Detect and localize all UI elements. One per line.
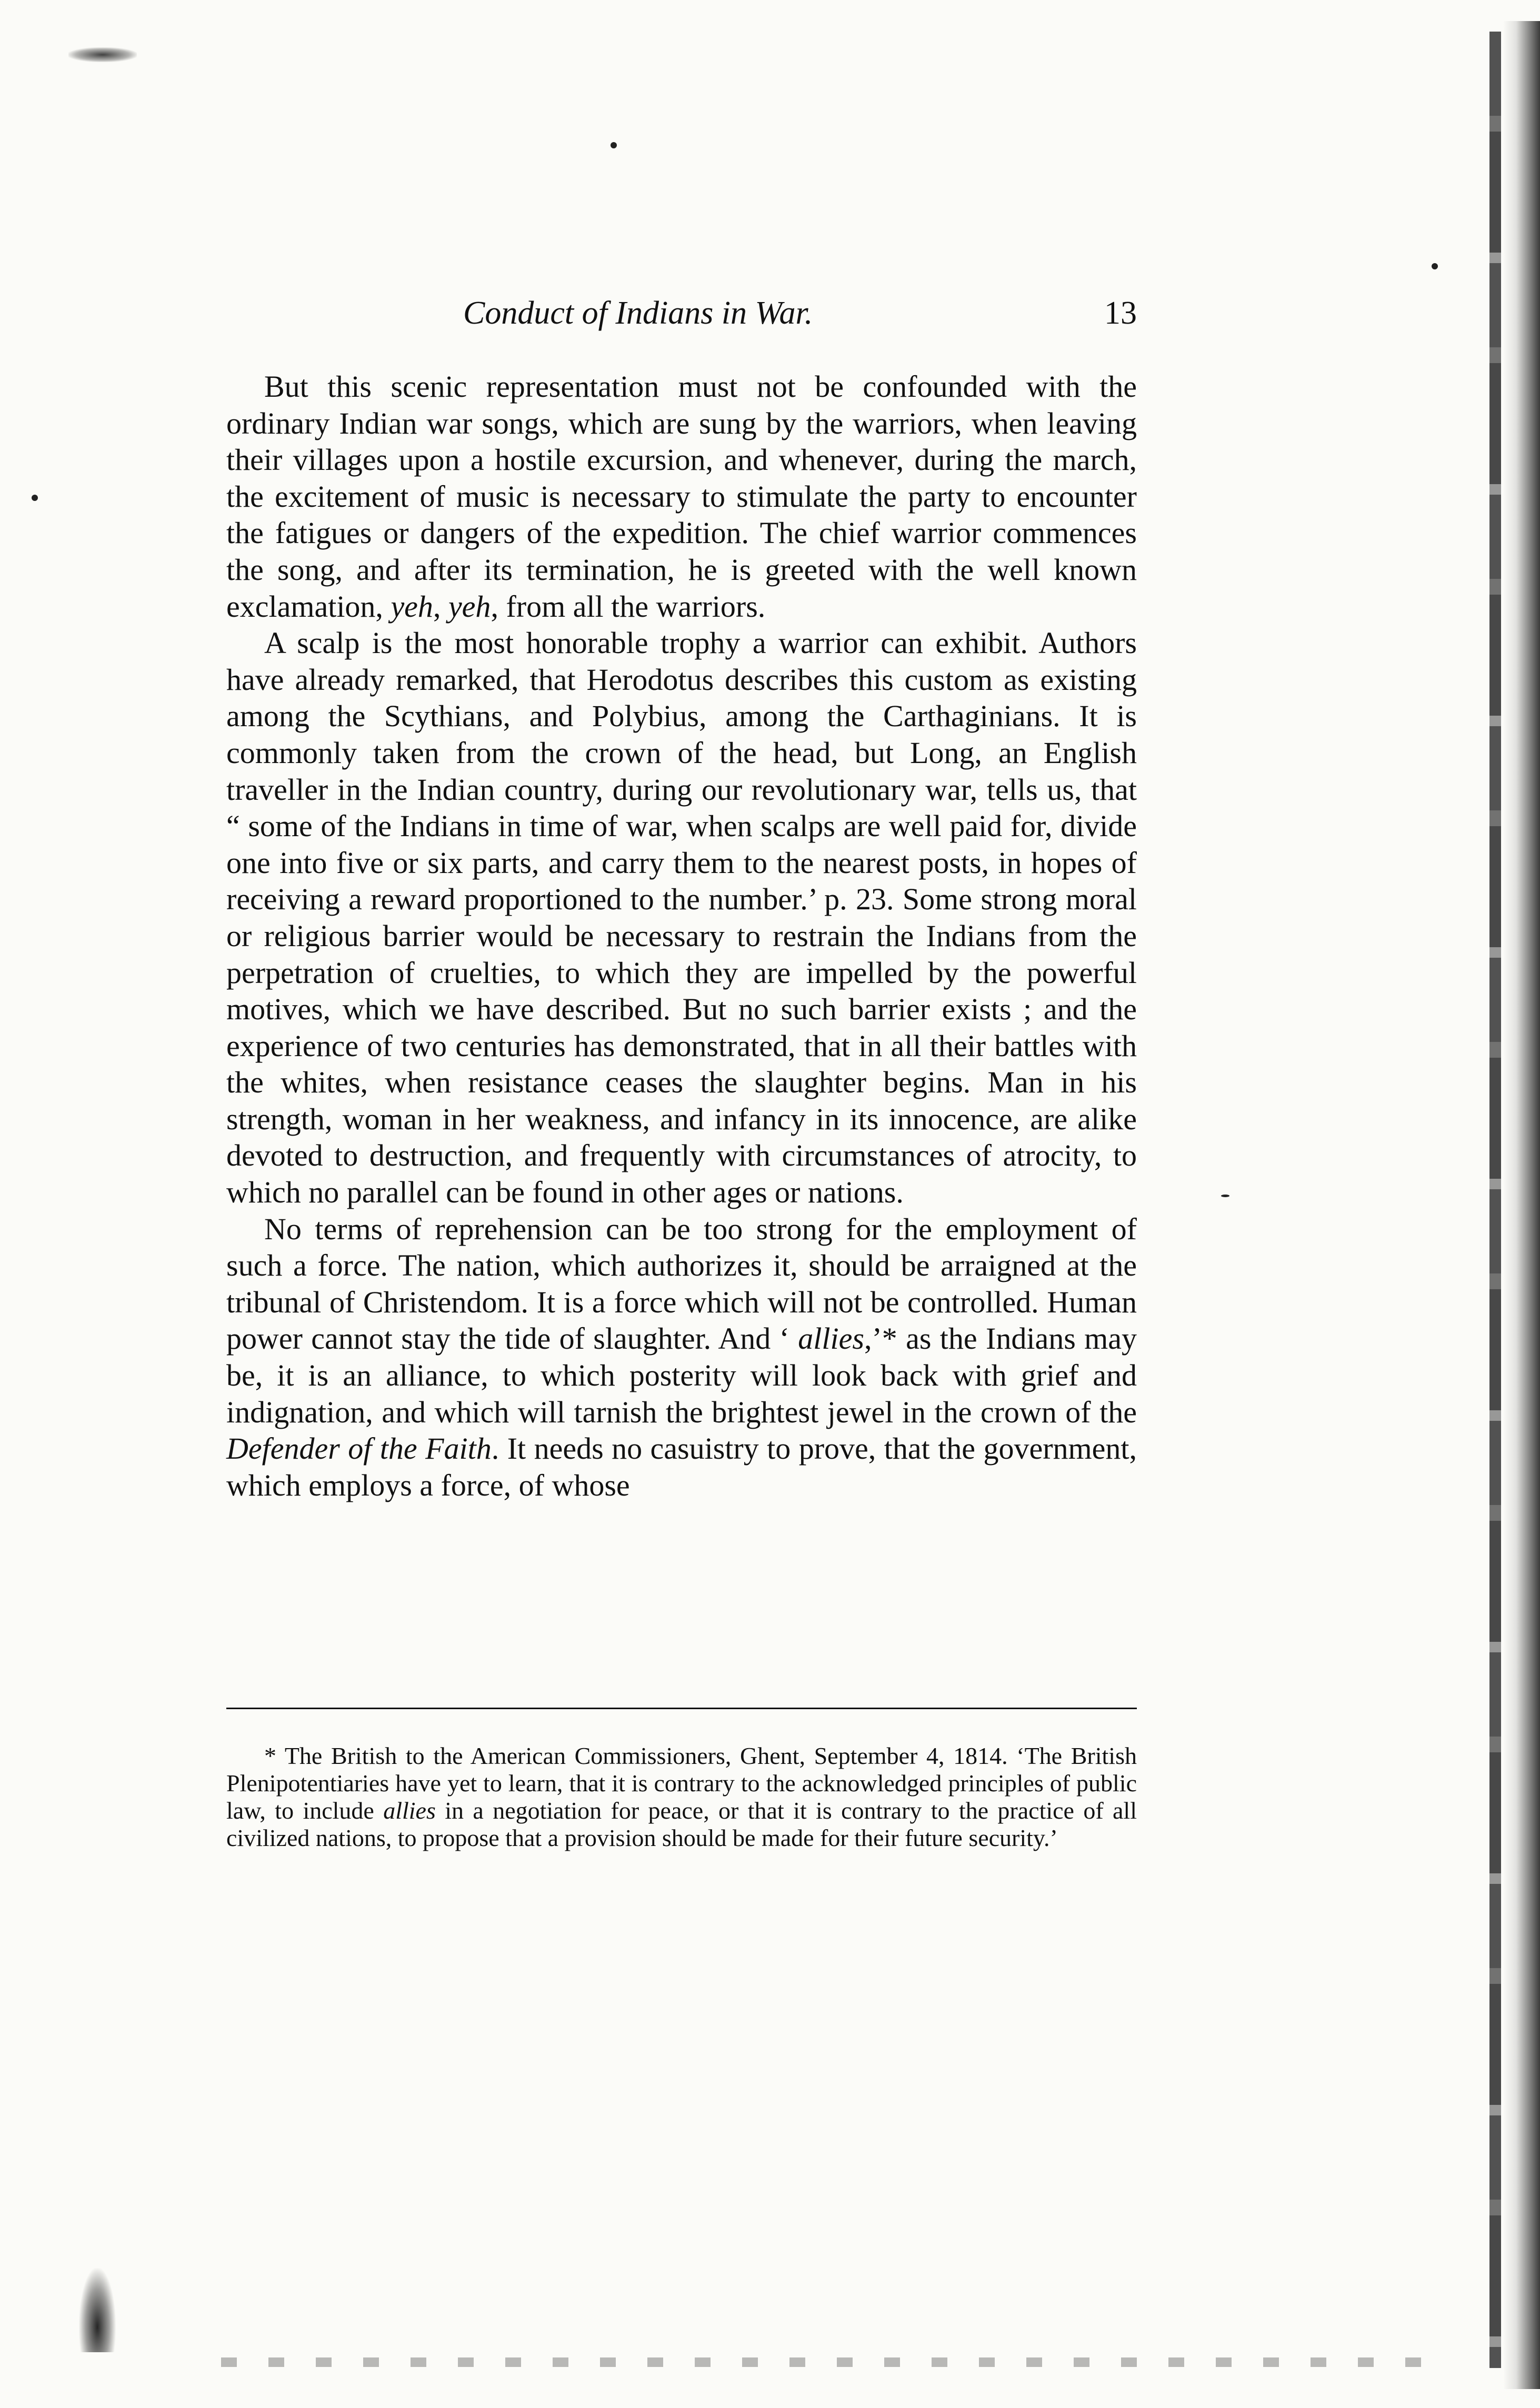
page-number: 13 [1104, 295, 1137, 331]
footnote-rule [226, 1708, 1137, 1709]
emphasis: allies [383, 1797, 436, 1824]
paragraph-text: But this scenic representation must not be confounded with the ordinary Indian war songs, which are sung by the warriors, when leaving their villages upon a hostile excursion, and whenever, during the march, the excitement of music is necessary to stimulate the party to encounter the fatigues or dangers of the expedition. The chief warrior commences the song, and after its termination, he is greeted with the well known exclamation, [226, 369, 1137, 624]
scan-smudge [68, 47, 137, 62]
scan-smudge [79, 2268, 116, 2352]
running-title: Conduct of Indians in War. [463, 295, 813, 331]
paragraph [226, 1211, 1137, 1504]
paragraph-text: . It needs no casuistry to prove, that the government, which employs a force, of whose [226, 1431, 1137, 1502]
paragraph-text: No terms of reprehension can be too strong for the employment of such a force. The nation, which authorizes it, should be arraigned at the tribunal of Christendom. It is a force which will not be controlled. Human power cannot stay the tide of slaughter. And ‘ [226, 1211, 1137, 1356]
emphasis: yeh [448, 589, 491, 624]
scan-noise [221, 2357, 1432, 2367]
paragraph [226, 368, 1137, 625]
footnote-text: in a negotiation for peace, or that it is contrary to the practice of all civilized nations, to propose that a provision should be made for their future security.’ [226, 1797, 1137, 1851]
emphasis: yeh [391, 589, 433, 624]
footnote-text: * The British to the American Commissioners, Ghent, September 4, 1814. ‘The British Plenipotentiaries have yet to learn, that it is contrary to the acknowledged principles of public law, to include [226, 1742, 1137, 1824]
emphasis: Defender of the Faith [226, 1431, 492, 1466]
scan-speck [1432, 263, 1438, 269]
scan-speck [611, 142, 617, 148]
paragraph-text: , [433, 589, 448, 624]
scan-speck [32, 495, 38, 501]
paragraph: A scalp is the most honorable trophy a warrior can exhibit. Authors have already remarked, that Herodotus describes this custom as existing among the Scythians, and Polybius, among the Carthaginians. It is commonly taken from the crown of the head, but Long, an English traveller in the Indian country, during our revolutionary war, tells us, that “ some of the Indians in time of war, when scalps are well paid for, divide one into five or six parts, and carry them to the nearest posts, in hopes of receiving a reward proportioned to the number.’ p. 23. Some strong moral or religious barrier would be necessary to restrain the Indians from the perpetration of cruelties, to which they are impelled by the powerful motives, which we have described. But no such barrier exists ; and the experience of two centuries has demonstrated, that in all their battles with the whites, when resistance ceases the slaughter begins. Man in his strength, woman in her weakness, and infancy in its innocence, are alike devoted to destruction, and frequently with circumstances of atrocity, to which no parallel can be found in other ages or nations. [226, 626, 1137, 1210]
page-edge [1489, 32, 1501, 2368]
body-text [226, 368, 1137, 1503]
scan-speck [1221, 1195, 1229, 1197]
binding-shadow [1503, 21, 1540, 2389]
emphasis: allies [798, 1321, 864, 1356]
paragraph-text: ,’* as the Indians may be, it is an alliance, to which posterity will look back with grief and indignation, and which will tarnish the brightest jewel in the crown of the [226, 1321, 1137, 1429]
paragraph-text: , from all the warriors. [491, 589, 766, 624]
footnote [226, 1742, 1137, 1852]
